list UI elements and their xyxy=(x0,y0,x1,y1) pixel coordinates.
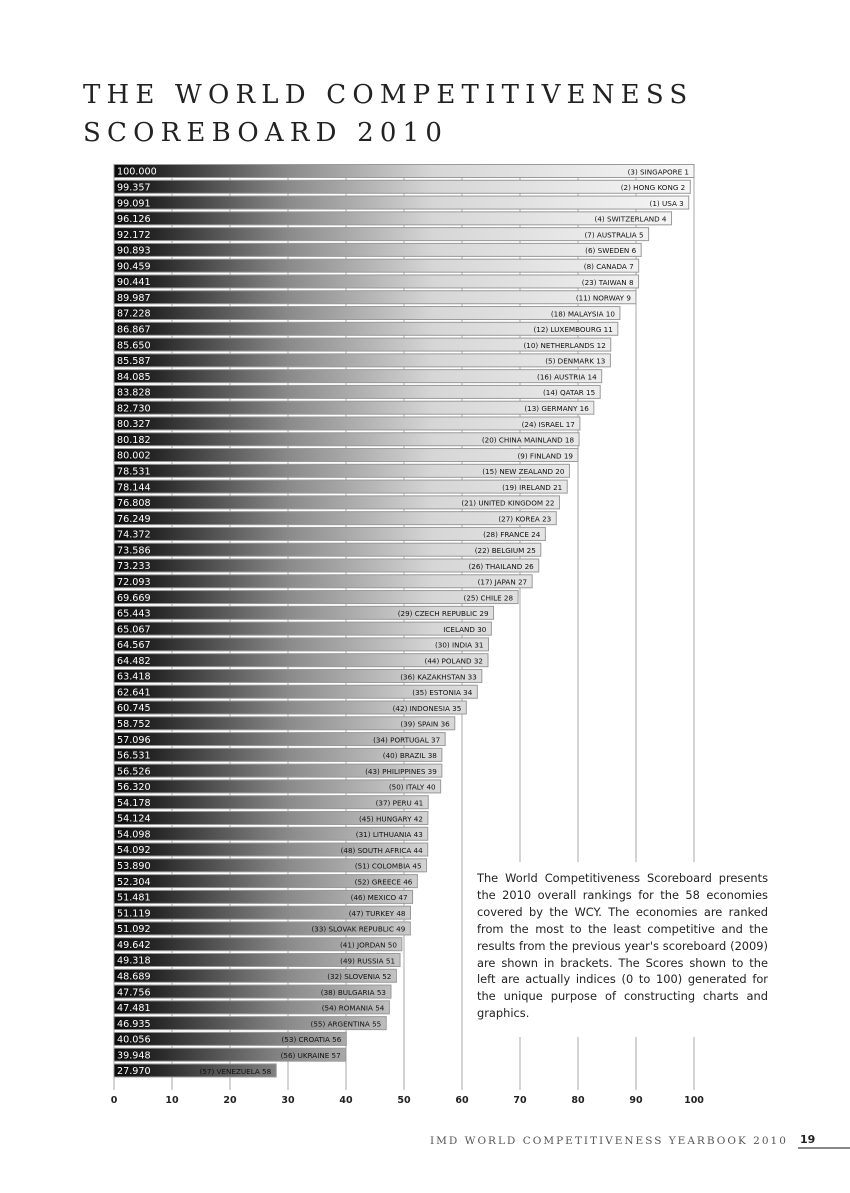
country-label: (42) INDONESIA 35 xyxy=(392,703,462,713)
score-value: 60.745 xyxy=(117,703,151,715)
x-tick-label: 70 xyxy=(513,1095,527,1106)
bar xyxy=(114,291,636,304)
score-value: 78.531 xyxy=(117,466,151,478)
score-value: 89.987 xyxy=(117,292,151,304)
score-value: 64.482 xyxy=(117,655,151,667)
score-value: 58.752 xyxy=(117,719,151,730)
country-label: (9) FINLAND 19 xyxy=(517,451,574,461)
country-label: (36) KAZAKHSTAN 33 xyxy=(400,672,477,682)
bar xyxy=(114,385,600,398)
x-tick-label: 60 xyxy=(455,1095,469,1106)
score-value: 76.808 xyxy=(117,498,151,510)
x-axis-ticks xyxy=(111,1095,705,1106)
bar xyxy=(114,449,578,462)
footer-title: IMD WORLD COMPETITIVENESS YEARBOOK 2010 xyxy=(430,1135,788,1147)
country-label: (33) SLOVAK REPUBLIC 49 xyxy=(311,924,406,934)
bar xyxy=(114,638,488,651)
x-tick-label: 90 xyxy=(629,1095,643,1106)
score-value: 86.867 xyxy=(117,324,151,336)
score-value: 90.441 xyxy=(117,277,151,289)
bar xyxy=(114,180,690,193)
country-label: (10) NETHERLANDS 12 xyxy=(523,340,606,350)
country-label: (49) RUSSIA 51 xyxy=(340,956,396,966)
bar xyxy=(114,196,689,209)
country-label: (4) SWITZERLAND 4 xyxy=(594,214,667,224)
score-value: 80.182 xyxy=(117,434,151,446)
score-value: 27.970 xyxy=(117,1066,151,1078)
x-tick-label: 10 xyxy=(165,1095,179,1106)
score-value: 51.481 xyxy=(117,892,151,904)
country-label: (54) ROMANIA 54 xyxy=(321,1003,385,1013)
country-label: (23) TAIWAN 8 xyxy=(581,277,634,287)
bar xyxy=(114,228,649,241)
country-label: (40) BRAZIL 38 xyxy=(382,751,437,761)
score-value: 90.459 xyxy=(117,261,151,273)
score-value: 49.642 xyxy=(117,939,151,951)
score-value: 62.641 xyxy=(117,687,151,699)
country-label: (18) MALAYSIA 10 xyxy=(550,309,615,319)
country-label: (3) SINGAPORE 1 xyxy=(627,167,689,177)
score-value: 99.357 xyxy=(117,182,151,194)
bar xyxy=(114,401,594,414)
score-value: 80.327 xyxy=(117,419,151,431)
bar xyxy=(114,275,639,288)
score-value: 72.093 xyxy=(117,576,151,588)
score-value: 54.178 xyxy=(117,797,151,809)
bar xyxy=(114,212,672,225)
country-label: (31) LITHUANIA 43 xyxy=(355,830,423,840)
bar xyxy=(114,417,580,430)
bar xyxy=(114,575,532,588)
country-label: (1) USA 3 xyxy=(649,198,684,208)
bar xyxy=(114,512,556,525)
country-label: (38) BULGARIA 53 xyxy=(320,987,386,997)
score-value: 92.172 xyxy=(117,229,151,241)
country-label: (12) LUXEMBOURG 11 xyxy=(533,325,613,335)
bar xyxy=(114,370,602,383)
score-value: 40.056 xyxy=(117,1034,151,1046)
x-tick-label: 50 xyxy=(397,1095,411,1106)
country-label: (14) QATAR 15 xyxy=(542,388,596,398)
score-value: 96.126 xyxy=(117,214,151,226)
bar xyxy=(114,259,639,272)
score-value: 63.418 xyxy=(117,671,151,683)
country-label: (26) THAILAND 26 xyxy=(468,561,534,571)
country-label: (19) IRELAND 21 xyxy=(502,482,563,492)
score-value: 39.948 xyxy=(117,1050,151,1062)
score-value: 73.233 xyxy=(117,561,151,573)
page-title-line-1: THE WORLD COMPETITIVENESS xyxy=(83,80,694,110)
score-value: 76.249 xyxy=(117,513,151,525)
country-label: (43) PHILIPPINES 39 xyxy=(365,766,437,776)
bar xyxy=(114,527,545,540)
score-value: 57.096 xyxy=(117,734,151,746)
x-tick-label: 30 xyxy=(281,1095,295,1106)
score-value: 85.587 xyxy=(117,356,151,368)
country-label: (39) SPAIN 36 xyxy=(400,719,450,729)
country-label: (37) PERU 41 xyxy=(375,798,424,808)
score-value: 83.828 xyxy=(117,387,151,399)
score-value: 56.531 xyxy=(117,750,151,762)
score-value: 85.650 xyxy=(117,340,151,352)
score-value: 99.091 xyxy=(117,198,151,210)
country-label: (7) AUSTRALIA 5 xyxy=(584,230,644,240)
country-label: (29) CZECH REPUBLIC 29 xyxy=(397,609,489,619)
x-tick-label: 80 xyxy=(571,1095,585,1106)
score-value: 54.124 xyxy=(117,813,151,825)
score-value: 47.756 xyxy=(117,987,151,999)
score-value: 80.002 xyxy=(117,450,151,462)
country-label: (52) GREECE 46 xyxy=(354,877,413,887)
country-label: (22) BELGIUM 25 xyxy=(474,546,536,556)
bar xyxy=(114,591,518,604)
score-value: 56.526 xyxy=(117,766,151,778)
country-label: (11) NORWAY 9 xyxy=(575,293,631,303)
x-tick-label: 40 xyxy=(339,1095,353,1106)
score-value: 56.320 xyxy=(117,782,151,794)
country-label: ICELAND 30 xyxy=(443,624,487,634)
country-label: (44) POLAND 32 xyxy=(424,656,483,666)
bar xyxy=(114,622,491,635)
score-value: 51.092 xyxy=(117,924,151,936)
country-label: (32) SLOVENIA 52 xyxy=(327,972,392,982)
bar xyxy=(114,480,567,493)
country-label: (48) SOUTH AFRICA 44 xyxy=(340,845,423,855)
score-value: 100.000 xyxy=(117,166,157,178)
country-label: (20) CHINA MAINLAND 18 xyxy=(481,435,575,445)
bar xyxy=(114,354,610,367)
score-value: 65.067 xyxy=(117,624,151,636)
page-number-rule xyxy=(798,1147,850,1149)
score-value: 54.098 xyxy=(117,829,151,841)
country-label: (34) PORTUGAL 37 xyxy=(373,735,441,745)
country-label: (35) ESTONIA 34 xyxy=(412,688,473,698)
score-value: 69.669 xyxy=(117,592,151,604)
country-label: (24) ISRAEL 17 xyxy=(521,419,575,429)
page-number: 19 xyxy=(800,1133,816,1146)
country-label: (56) UKRAINE 57 xyxy=(280,1050,341,1060)
chart-description: The World Competitiveness Scoreboard presents the 2010 overall rankings for the 58 economies covered by the WCY. The economies are ranked from the most to the least competitive and the results from the previous year's scoreboard (2009) are shown in brackets. The Scores shown to the left are actually indices (0 to 100) generated for the unique purpose of constructing charts and graphics. xyxy=(477,871,768,1021)
country-label: (16) AUSTRIA 14 xyxy=(537,372,597,382)
score-value: 90.893 xyxy=(117,245,151,257)
country-label: (55) ARGENTINA 55 xyxy=(310,1019,382,1029)
x-tick-label: 0 xyxy=(110,1095,118,1106)
country-label: (41) JORDAN 50 xyxy=(339,940,397,950)
score-value: 74.372 xyxy=(117,529,151,541)
country-label: (8) CANADA 7 xyxy=(583,261,634,271)
score-value: 48.689 xyxy=(117,971,151,983)
score-value: 73.586 xyxy=(117,545,151,557)
country-label: (53) CROATIA 56 xyxy=(281,1035,342,1045)
score-value: 65.443 xyxy=(117,608,151,620)
country-label: (28) FRANCE 24 xyxy=(483,530,541,540)
country-label: (30) INDIA 31 xyxy=(434,640,484,650)
score-value: 84.085 xyxy=(117,371,151,383)
score-value: 53.890 xyxy=(117,861,151,873)
country-label: (15) NEW ZEALAND 20 xyxy=(482,467,565,477)
score-value: 52.304 xyxy=(117,876,151,888)
country-label: (51) COLOMBIA 45 xyxy=(354,861,422,871)
x-tick-label: 100 xyxy=(684,1095,704,1106)
country-label: (50) ITALY 40 xyxy=(388,782,436,792)
country-label: (46) MEXICO 47 xyxy=(350,893,408,903)
score-value: 54.092 xyxy=(117,845,151,857)
country-label: (45) HUNGARY 42 xyxy=(358,814,423,824)
country-label: (2) HONG KONG 2 xyxy=(620,183,686,193)
score-value: 46.935 xyxy=(117,1018,151,1030)
country-label: (27) KOREA 23 xyxy=(498,514,552,524)
country-label: (5) DENMARK 13 xyxy=(545,356,606,366)
bar xyxy=(114,307,620,320)
country-label: (25) CHILE 28 xyxy=(463,593,514,603)
country-label: (13) GERMANY 16 xyxy=(524,404,589,413)
country-label: (17) JAPAN 27 xyxy=(477,577,528,587)
page-title-line-2: SCOREBOARD 2010 xyxy=(83,118,449,148)
country-label: (57) VENEZUELA 58 xyxy=(199,1066,272,1076)
score-value: 64.567 xyxy=(117,640,151,652)
score-value: 87.228 xyxy=(117,308,151,320)
country-label: (21) UNITED KINGDOM 22 xyxy=(461,498,555,508)
x-tick-label: 20 xyxy=(223,1095,237,1106)
score-value: 78.144 xyxy=(117,482,151,494)
country-label: (47) TURKEY 48 xyxy=(348,908,406,918)
score-value: 49.318 xyxy=(117,955,151,967)
bar xyxy=(114,165,694,178)
score-value: 47.481 xyxy=(117,1003,151,1015)
score-value: 82.730 xyxy=(117,403,151,415)
country-label: (6) SWEDEN 6 xyxy=(585,246,637,256)
bar xyxy=(114,243,641,256)
score-value: 51.119 xyxy=(117,908,151,920)
